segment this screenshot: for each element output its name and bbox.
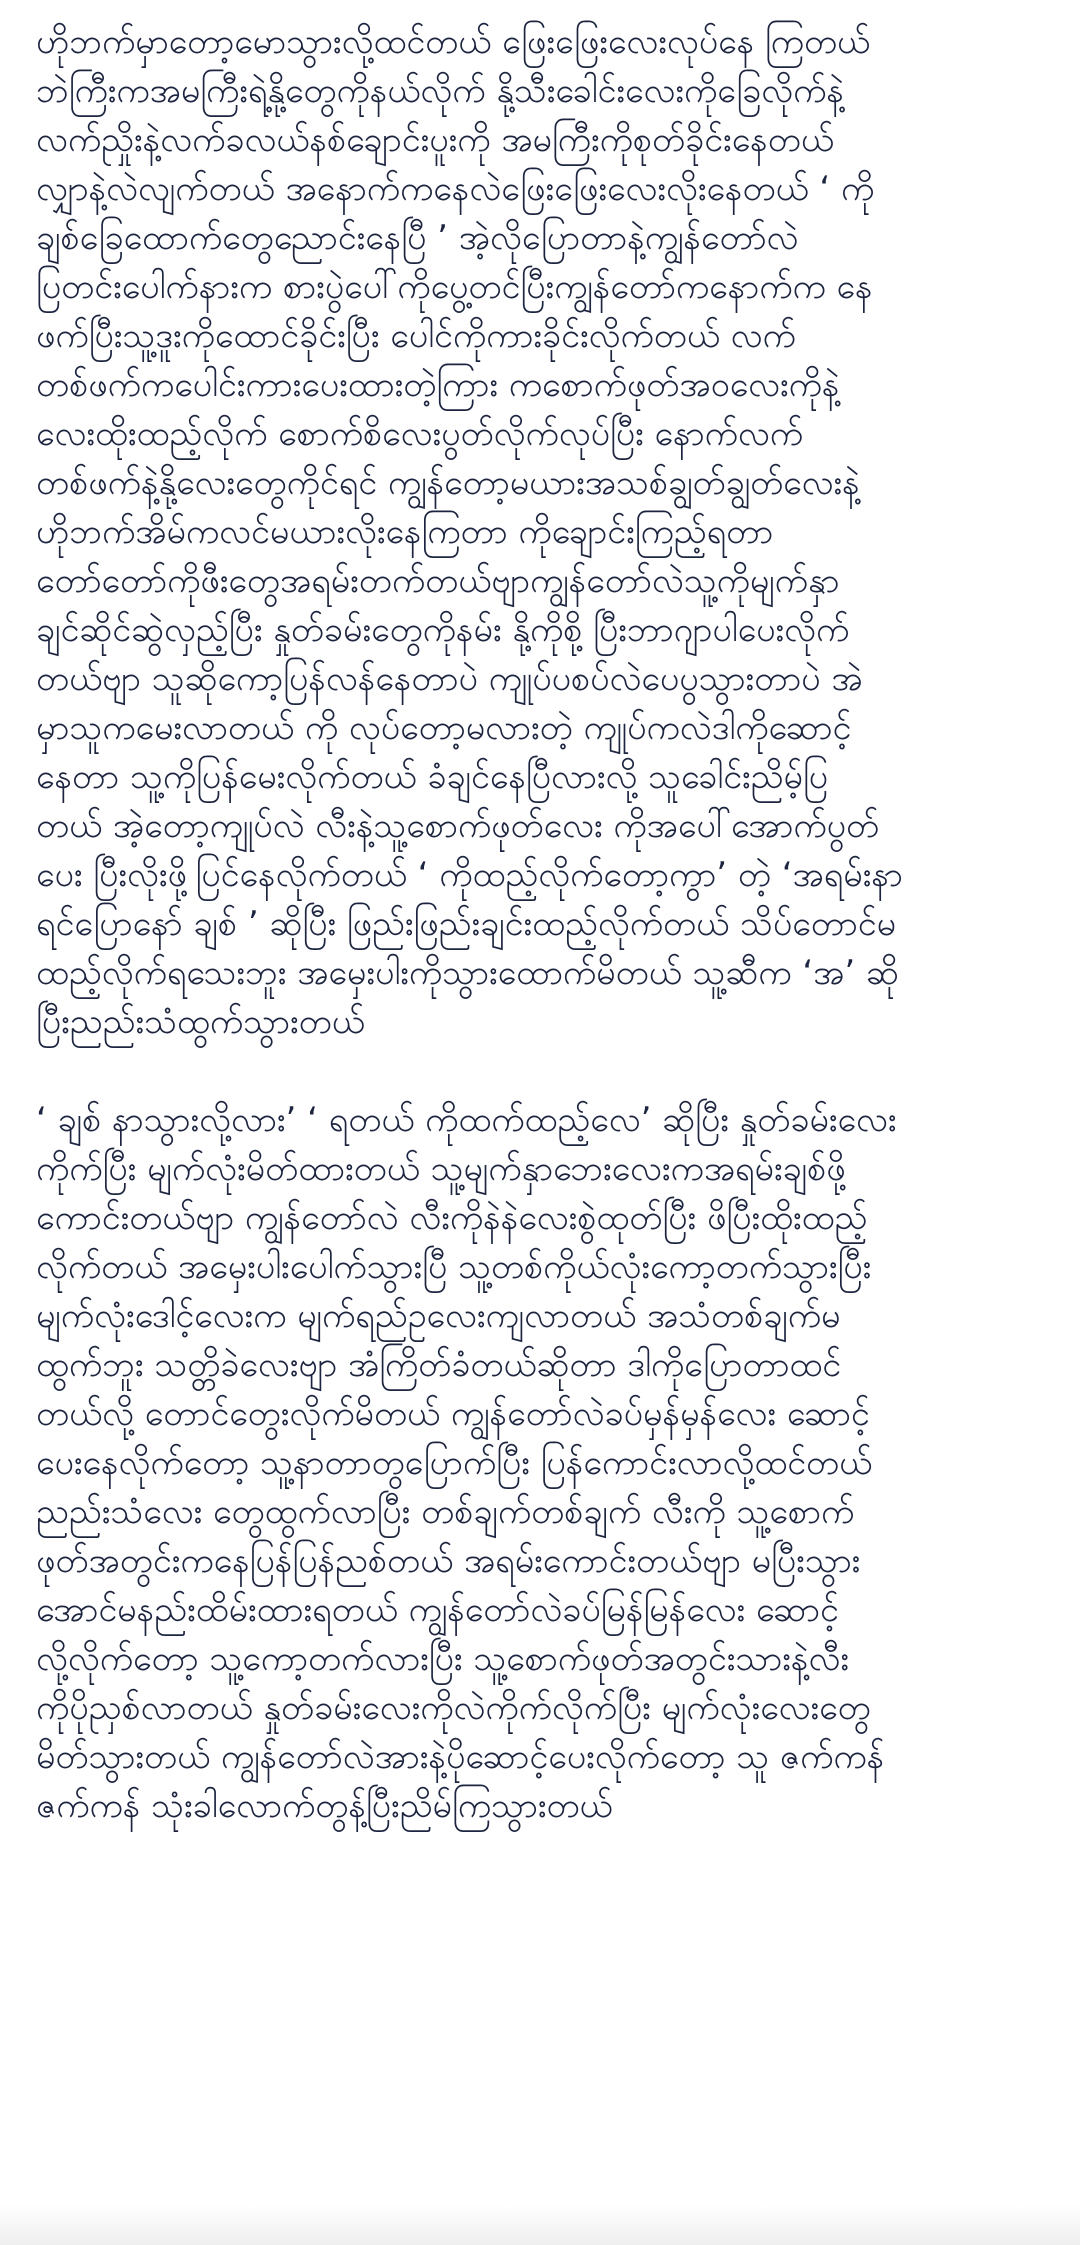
bottom-edge-shadow: [0, 2205, 1080, 2245]
story-paragraph-2: ‘ ချစ် နာသွားလို့လား’ ‘ ရတယ် ကိုထက်ထည့်လေ’ ဆိုပြီး နှုတ်ခမ်းလေး ကိုက်ပြီး မျက်လုံးမိတ်ထားတယ် သူ့မျက်နှာဘေးလေးကအရမ်းချစ်ဖို့ ကောင်းတယ်ဗျာ ကျွန်တော်လဲ လီးကိုနဲနဲလေးစွဲထုတ်ပြီး ဖိပြီးထိုးထည့် လိုက်တယ် အမှေးပါးပေါက်သွားပြီ သူ့တစ်ကိုယ်လုံးကော့တက်သွားပြီး မျက်လုံးဒေါင့်လေးက မျက်ရည်ဥလေးကျလာတယ် အသံတစ်ချက်မ ထွက်ဘူး သတ္တိခဲလေးဗျာ အံကြိတ်ခံတယ်ဆိုတာ ဒါကိုပြောတာထင် တယ်လို့ တောင်တွေးလိုက်မိတယ် ကျွန်တော်လဲခပ်မှန်မှန်လေး ဆောင့် ပေးနေလိုက်တော့ သူ့နာတာတွပြောက်ပြီး ပြန်ကောင်းလာလို့ထင်တယ် ညည်းသံလေး တွေထွက်လာပြီး တစ်ချက်တစ်ချက် လီးကို သူ့စောက် ဖုတ်အတွင်းကနေပြန်ပြန်ညစ်တယ် အရမ်းကောင်းတယ်ဗျာ မပြီးသွား အောင်မနည်းထိမ်းထားရတယ် ကျွန်တော်လဲခပ်မြန်မြန်လေး ဆောင့် လို့လိုက်တော့ သူ့ကော့တက်လားပြီး သူ့စောက်ဖုတ်အတွင်းသားနဲ့လီး ကိုပိုညှစ်လာတယ် နှုတ်ခမ်းလေးကိုလဲကိုက်လိုက်ပြီး မျက်လုံးလေးတွေ မိတ်သွားတယ် ကျွန်တော်လဲအားနဲ့ပိုဆောင့်ပေးလိုက်တော့ သူ ဇက်ကန် ဇက်ကန် သုံးခါလောက်တွန့်ပြီးညိမ်ကြသွားတယ်: [36, 1100, 897, 1826]
paragraph-gap: [36, 1047, 1046, 1096]
story-paragraph-1: ဟိုဘက်မှာတော့မောသွားလို့ထင်တယ် ဖြေးဖြေးလေးလုပ်နေ ကြတယ် ဘဲကြီးကအမကြီးရဲ့နို့တွေကိုနယ်လိုက် နို့သီးခေါင်းလေးကိုခြေလိုက်နဲ့ လက်ညှိုးနဲ့လက်ခလယ်နစ်ချောင်းပူးကို အမကြီးကိုစုတ်ခိုင်းနေတယ် လျှာနဲ့လဲလျက်တယ် အနောက်ကနေလဲဖြေးဖြေးလေးလိုးနေတယ် ‘ ကို ချစ်ခြေထောက်တွေညောင်းနေပြီ ’ အဲ့လိုပြောတာနဲ့ကျွန်တော်လဲ ပြတင်းပေါက်နားက စားပွဲပေါ်ကိုပွေ့တင်ပြီးကျွန်တော်ကနောက်က နေ ဖက်ပြီးသူ့ဒူးကိုထောင်ခိုင်းပြီး ပေါင်ကိုကားခိုင်းလိုက်တယ် လက် တစ်ဖက်ကပေါင်းကားပေးထားတဲ့ကြား ကစောက်ဖုတ်အဝလေးကိုနဲ့ လေးထိုးထည့်လိုက် စောက်စိလေးပွတ်လိုက်လုပ်ပြီး နောက်လက် တစ်ဖက်နဲ့နို့လေးတွေကိုင်ရင် ကျွန်တော့မယားအသစ်ချွတ်ချွတ်လေးနဲ့ ဟိုဘက်အိမ်ကလင်မယားလိုးနေကြတာ ကိုချောင်းကြည့်ရတာ တော်တော်ကိုဖီးတွေအရမ်းတက်တယ်ဗျာကျွန်တော်လဲသူ့ကိုမျက်နှာ ချင်ဆိုင်ဆွဲလှည့်ပြီး နှုတ်ခမ်းတွေကိုနမ်း နို့ကိုစို့ ပြီးဘာဂျာပါပေးလိုက် တယ်ဗျာ သူဆိုကော့ပြန်လန်နေတာပဲ ကျုပ်ပစပ်လဲပေပွသွားတာပဲ အဲ မှာသူကမေးလာတယ် ကို လုပ်တော့မလားတဲ့ ကျုပ်ကလဲဒါကိုဆောင့် နေတာ သူ့ကိုပြန်မေးလိုက်တယ် ခံချင်နေပြီလားလို့ သူခေါင်းညိမ့်ပြ တယ် အဲ့တော့ကျုပ်လဲ လီးနဲ့သူ့စောက်ဖုတ်လေး ကိုအပေါ်အောက်ပွတ် ပေး ပြီးလိုးဖို့ပြင်နေလိုက်တယ် ‘ ကိုထည့်လိုက်တော့ကွာ’ တဲ့ ‘အရမ်းနာ ရင်ပြောနော် ချစ် ’ ဆိုပြီး ဖြည်းဖြည်းချင်းထည့်လိုက်တယ် သိပ်တောင်မ ထည့်လိုက်ရသေးဘူး အမှေးပါးကိုသွားထောက်မိတယ် သူ့ဆီက ‘အ’ ဆို ပြီးညည်းသံထွက်သွားတယ်: [36, 22, 903, 1042]
